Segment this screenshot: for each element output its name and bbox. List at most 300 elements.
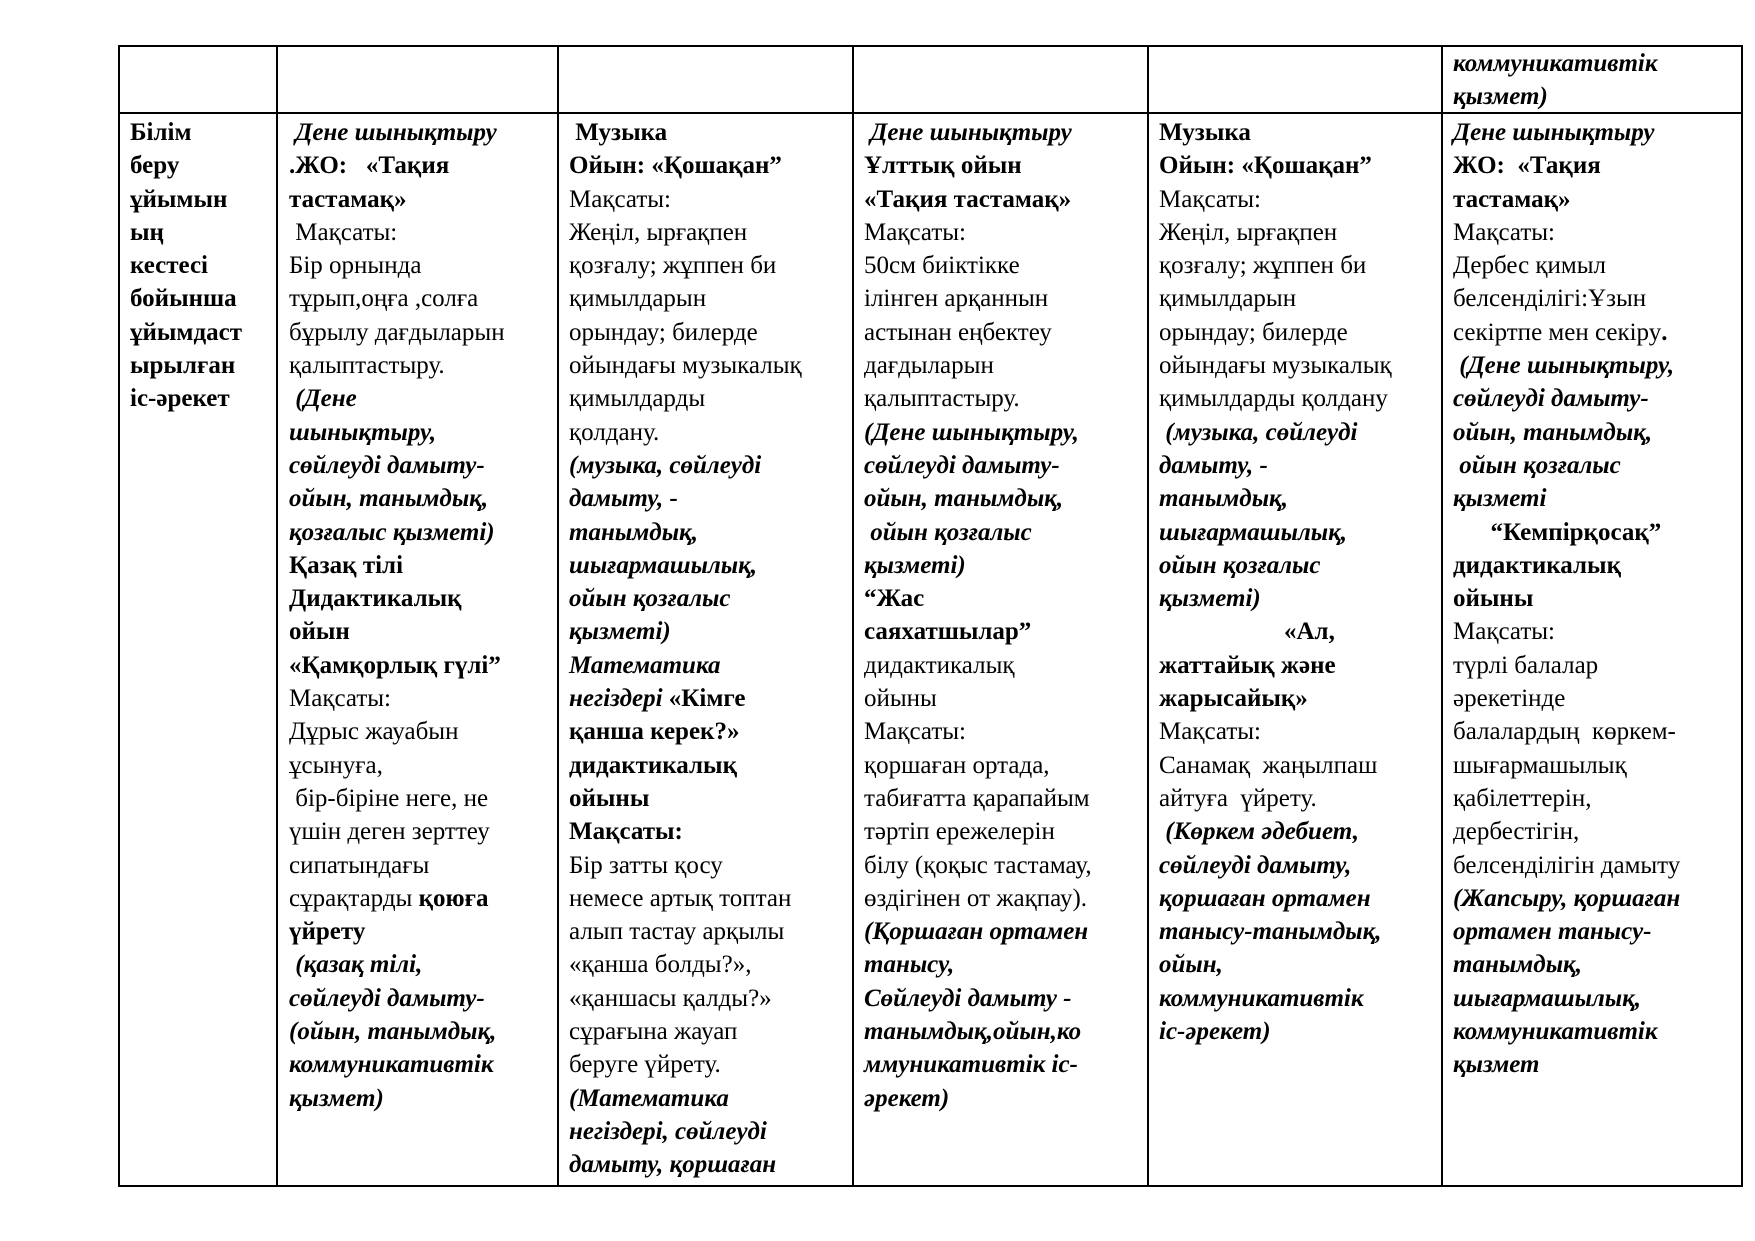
cell-text-line bbox=[569, 249, 850, 282]
cell-text-line bbox=[1453, 849, 1739, 882]
cell-text-run: орындау; билерде bbox=[569, 318, 758, 346]
cell-text-line bbox=[289, 449, 555, 482]
cell-text-run: ойын, танымдық, bbox=[864, 485, 1064, 513]
cell-text-run: дамыту, - bbox=[1159, 451, 1268, 479]
cell-text-run: іс-әрекет) bbox=[1159, 1018, 1271, 1046]
cell-text-line bbox=[569, 1015, 850, 1048]
cell-text-line bbox=[1453, 549, 1739, 582]
cell-text-run: Мақсаты: bbox=[289, 685, 391, 713]
cell-text-line bbox=[1453, 682, 1739, 715]
cell-text-run: түрлі балалар bbox=[1453, 651, 1599, 679]
cell-text-line bbox=[130, 282, 274, 315]
cell-text-line bbox=[864, 183, 1145, 216]
cell-text-line bbox=[1453, 282, 1739, 315]
cell-text-line bbox=[864, 416, 1145, 449]
cell-text-line bbox=[864, 749, 1145, 782]
cell-text-line bbox=[864, 782, 1145, 815]
cell-text-line bbox=[1453, 649, 1739, 682]
cell-text-line bbox=[569, 149, 850, 182]
cell-text-run: танымдық, bbox=[1159, 485, 1288, 513]
cell-text-run: ың bbox=[130, 218, 164, 246]
cell-text-run: балалардың көркем- bbox=[1453, 718, 1676, 746]
cell-text-run: Мақсаты: bbox=[1453, 618, 1555, 646]
cell-text-run: сөйлеуді дамыту- bbox=[289, 451, 485, 479]
cell-text-run: Мақсаты: bbox=[1159, 185, 1261, 213]
cell-text-run: тұрып,оңға ,солға bbox=[289, 285, 479, 313]
cell-text-run: қолдану. bbox=[569, 418, 660, 446]
cell-text-line bbox=[864, 582, 1145, 615]
cell-text-line bbox=[289, 249, 555, 282]
cell-text-run: (Математика bbox=[569, 1084, 729, 1112]
cell-text-line bbox=[569, 449, 850, 482]
cell-text-run: жарысайық» bbox=[1159, 685, 1308, 713]
row-header-cell bbox=[130, 116, 274, 416]
cell-text-line bbox=[569, 482, 850, 515]
cell-text-run: (Дене шынықтыру, bbox=[864, 418, 1079, 446]
cell-text-run: шығармашылық, bbox=[569, 551, 758, 579]
cell-text-run: сөйлеуді дамыту- bbox=[289, 984, 485, 1012]
cell-text-line bbox=[1453, 149, 1739, 182]
cell-text-run: ойын қозғалыс bbox=[569, 585, 731, 613]
cell-text-line bbox=[569, 849, 850, 882]
cell-text-line bbox=[569, 1115, 850, 1148]
cell-text-line bbox=[1453, 349, 1739, 382]
cell-text-line bbox=[569, 682, 850, 715]
cell-text-line bbox=[1159, 183, 1439, 216]
cell-text-run: 50см биіктікке bbox=[864, 252, 1020, 280]
cell-text-run: табиғатта қарапайым bbox=[864, 784, 1090, 812]
cell-text-run: қызметі) bbox=[1159, 585, 1261, 613]
cell-text-run: дидактикалық bbox=[569, 751, 737, 779]
cell-text-line bbox=[1453, 882, 1739, 915]
tuesday-activities-cell bbox=[569, 116, 850, 1182]
cell-text-run: астынан еңбектеу bbox=[864, 318, 1052, 346]
cell-text-line bbox=[1453, 749, 1739, 782]
cell-text-run: Санамақ жаңылпаш bbox=[1159, 751, 1378, 779]
cell-text-line bbox=[864, 482, 1145, 515]
cell-text-run: шығармашылық bbox=[1453, 751, 1627, 779]
cell-text-line bbox=[569, 615, 850, 648]
cell-text-line bbox=[864, 615, 1145, 648]
cell-text-run: сипатындағы bbox=[289, 851, 430, 879]
cell-text-line bbox=[569, 316, 850, 349]
cell-text-line bbox=[289, 416, 555, 449]
cell-text-run: (ойын, танымдық, bbox=[289, 1018, 497, 1046]
cell-text-line bbox=[289, 1082, 555, 1115]
cell-text-run: бұрылу дағдыларын bbox=[289, 318, 505, 346]
cell-text-line bbox=[289, 183, 555, 216]
cell-text-line bbox=[864, 549, 1145, 582]
cell-text-run: Ойын: «Қошақан” bbox=[1159, 152, 1372, 180]
cell-text-run: Мақсаты: bbox=[569, 818, 683, 846]
cell-text-run: Жеңіл, ырғақпен bbox=[569, 218, 748, 246]
cell-text-run: Дұрыс жауабын bbox=[289, 718, 459, 746]
cell-text-run: қозғалу; жұппен би bbox=[1159, 252, 1367, 280]
cell-text-run: қимылдарды bbox=[569, 385, 706, 413]
cell-text-run: Мақсаты: bbox=[569, 185, 671, 213]
table-border-left bbox=[118, 45, 120, 1187]
cell-text-line bbox=[130, 149, 274, 182]
cell-text-line bbox=[289, 549, 555, 582]
cell-text-line bbox=[1453, 982, 1739, 1015]
cell-text-line bbox=[1159, 216, 1439, 249]
cell-text-line bbox=[130, 382, 274, 415]
cell-text-run: белсенділігін дамыту bbox=[1453, 851, 1681, 879]
cell-text-line bbox=[289, 482, 555, 515]
cell-text-run: “Кемпірқосақ” bbox=[1453, 518, 1662, 546]
cell-text-line bbox=[1159, 382, 1439, 415]
cell-text-line bbox=[1453, 516, 1739, 549]
cell-text-line bbox=[1159, 849, 1439, 882]
cell-text-line bbox=[864, 849, 1145, 882]
cell-text-run: тастамақ» bbox=[289, 185, 407, 213]
cell-text-run: Ойын: «Қошақан” bbox=[569, 152, 782, 180]
cell-text-line bbox=[569, 948, 850, 981]
cell-text-run-bold: қоюға bbox=[418, 884, 489, 912]
cell-text-line bbox=[1453, 116, 1739, 149]
cell-text-line bbox=[1159, 249, 1439, 282]
cell-text-line bbox=[289, 516, 555, 549]
cell-text-line bbox=[1159, 516, 1439, 549]
cell-text-line bbox=[569, 982, 850, 1015]
cell-text-run: айтуға үйрету. bbox=[1159, 784, 1317, 812]
cell-text-run: қызметі) bbox=[864, 551, 966, 579]
cell-text-run: қызмет bbox=[1453, 1051, 1540, 1079]
cell-text-line bbox=[864, 282, 1145, 315]
cell-text-run: ойындағы музыкалық bbox=[1159, 352, 1392, 380]
cell-text-line bbox=[1159, 582, 1439, 615]
cell-text-line bbox=[864, 116, 1145, 149]
cell-text-run: беруге үйрету. bbox=[569, 1051, 721, 1079]
cell-text-line bbox=[289, 615, 555, 648]
cell-text-line bbox=[569, 915, 850, 948]
cell-text-run: ойыны bbox=[569, 784, 650, 812]
cell-text-line bbox=[1159, 915, 1439, 948]
cell-text-line bbox=[1159, 615, 1439, 648]
cell-text-line bbox=[569, 216, 850, 249]
cell-text-line bbox=[864, 382, 1145, 415]
cell-text-line bbox=[864, 316, 1145, 349]
cell-text-run: дамыту, қоршаған bbox=[569, 1151, 777, 1179]
cell-text-line bbox=[569, 815, 850, 848]
cell-text-line bbox=[569, 1082, 850, 1115]
cell-text-run: жаттайық және bbox=[1159, 651, 1336, 679]
cell-text-run: (Дене bbox=[289, 385, 357, 413]
thursday-activities-cell bbox=[1159, 116, 1439, 1048]
cell-text-line bbox=[289, 1015, 555, 1048]
cell-text-line bbox=[1159, 682, 1439, 715]
cell-text-run: қимылдарын bbox=[569, 285, 707, 313]
cell-text-line bbox=[289, 649, 555, 682]
cell-text-run: секіртпе мен секіру bbox=[1453, 318, 1662, 346]
cell-text-run: дидактикалық bbox=[1453, 551, 1621, 579]
cell-text-line bbox=[864, 149, 1145, 182]
cell-text-run: ілінген арқаннын bbox=[864, 285, 1049, 313]
cell-text-line bbox=[1453, 382, 1739, 415]
cell-text-line bbox=[569, 715, 850, 748]
cell-text-line bbox=[1159, 749, 1439, 782]
cell-text-line bbox=[130, 249, 274, 282]
cell-text-line bbox=[1159, 282, 1439, 315]
cell-text-line bbox=[1453, 416, 1739, 449]
wednesday-activities-cell bbox=[864, 116, 1145, 1115]
cell-text-line bbox=[569, 1048, 850, 1081]
cell-text-run: ұйымын bbox=[130, 185, 228, 213]
table-col-divider bbox=[557, 45, 559, 1187]
cell-text-line bbox=[1159, 416, 1439, 449]
top-row-col7-cell bbox=[1453, 47, 1739, 114]
cell-text-run: білу (қоқыс тастамау, bbox=[864, 851, 1092, 879]
cell-text-line bbox=[569, 516, 850, 549]
table-col-divider bbox=[852, 45, 854, 1187]
friday-activities-cell bbox=[1453, 116, 1739, 1082]
cell-text-run: танымдық,ойын,ко bbox=[864, 1018, 1082, 1046]
cell-text-run: негіздері bbox=[569, 685, 663, 713]
table-col-divider bbox=[1441, 45, 1443, 1187]
cell-text-run: шығармашылық, bbox=[1159, 518, 1348, 546]
cell-text-line bbox=[1453, 216, 1739, 249]
cell-text-line bbox=[289, 982, 555, 1015]
cell-text-run: қимылдарын bbox=[1159, 285, 1297, 313]
cell-text-line bbox=[1453, 80, 1739, 113]
cell-text-run: алып тастау арқылы bbox=[569, 918, 785, 946]
cell-text-run: қалыптастыру. bbox=[289, 352, 445, 380]
cell-text-line bbox=[1159, 948, 1439, 981]
cell-text-run: үшін деген зерттеу bbox=[289, 818, 490, 846]
cell-text-line bbox=[864, 1015, 1145, 1048]
cell-text-line bbox=[289, 782, 555, 815]
cell-text-run: қалыптастыру. bbox=[864, 385, 1020, 413]
cell-text-run: дамыту, - bbox=[569, 485, 678, 513]
cell-text-line bbox=[1159, 649, 1439, 682]
cell-text-run: ойын, bbox=[1159, 951, 1223, 979]
cell-text-run: қоршаған ортада, bbox=[864, 751, 1050, 779]
cell-text-run: Дербес қимыл bbox=[1453, 252, 1607, 280]
cell-text-run: қоршаған ортамен bbox=[1159, 884, 1371, 912]
cell-text-run: бір-біріне неге, не bbox=[289, 784, 489, 812]
cell-text-line bbox=[864, 715, 1145, 748]
cell-text-run: дербестігін, bbox=[1453, 818, 1580, 846]
cell-text-line bbox=[1159, 449, 1439, 482]
cell-text-run-bold: «Кімге bbox=[662, 685, 746, 713]
cell-text-line bbox=[1453, 316, 1739, 349]
cell-text-run: коммуникативтік bbox=[1453, 1018, 1658, 1046]
cell-text-run: үйрету bbox=[289, 918, 366, 946]
cell-text-run: Қазақ тілі bbox=[289, 551, 404, 579]
cell-text-run: қозғалыс қызметі) bbox=[289, 518, 495, 546]
cell-text-line bbox=[289, 316, 555, 349]
cell-text-line bbox=[1453, 1015, 1739, 1048]
cell-text-run: ортамен танысу- bbox=[1453, 918, 1652, 946]
cell-text-run: ырылған bbox=[130, 352, 236, 380]
cell-text-line bbox=[864, 682, 1145, 715]
cell-text-run: тәртіп ережелерін bbox=[864, 818, 1055, 846]
cell-text-run: дидактикалық bbox=[864, 651, 1015, 679]
cell-text-line bbox=[569, 649, 850, 682]
cell-text-run: танымдық, bbox=[1453, 951, 1582, 979]
cell-text-run: негіздері, сөйлеуді bbox=[569, 1117, 767, 1145]
cell-text-run-bold: . bbox=[1661, 318, 1668, 346]
cell-text-run: ойындағы музыкалық bbox=[569, 352, 802, 380]
cell-text-run: .ЖО: «Тақия bbox=[289, 152, 450, 180]
cell-text-run: Жеңіл, ырғақпен bbox=[1159, 218, 1338, 246]
cell-text-run: қанша керек?» bbox=[569, 718, 740, 746]
cell-text-run: ұсынуға, bbox=[289, 751, 383, 779]
cell-text-line bbox=[1453, 782, 1739, 815]
cell-text-line bbox=[1453, 915, 1739, 948]
cell-text-run: Мақсаты: bbox=[864, 718, 966, 746]
cell-text-run: Мақсаты: bbox=[1453, 218, 1555, 246]
cell-text-run: «қанша болды?», bbox=[569, 951, 752, 979]
cell-text-run: (музыка, сөйлеуді bbox=[1159, 418, 1358, 446]
cell-text-line bbox=[569, 282, 850, 315]
cell-text-line bbox=[864, 449, 1145, 482]
cell-text-line bbox=[864, 649, 1145, 682]
cell-text-run: қызмет) bbox=[1453, 83, 1548, 111]
cell-text-line bbox=[1453, 615, 1739, 648]
cell-text-run: Дене шынықтыру bbox=[864, 119, 1072, 146]
cell-text-run: сұрағына жауап bbox=[569, 1018, 738, 1046]
cell-text-run: қызмет) bbox=[289, 1084, 384, 1112]
cell-text-run: (Жапсыру, қоршаған bbox=[1453, 884, 1681, 912]
cell-text-line bbox=[569, 582, 850, 615]
cell-text-run: коммуникативтік bbox=[1159, 984, 1364, 1012]
cell-text-line bbox=[864, 216, 1145, 249]
cell-text-line bbox=[1159, 815, 1439, 848]
cell-text-run: Мақсаты: bbox=[1159, 718, 1261, 746]
cell-text-line bbox=[289, 749, 555, 782]
cell-text-line bbox=[289, 682, 555, 715]
cell-text-run: ұйымдаст bbox=[130, 318, 242, 346]
cell-text-run: сұрақтарды bbox=[289, 884, 419, 912]
cell-text-run: ойын, танымдық, bbox=[289, 485, 489, 513]
cell-text-run: Мақсаты: bbox=[864, 218, 966, 246]
cell-text-run: «қаншасы қалды?» bbox=[569, 984, 772, 1012]
cell-text-run: (Көркем әдебиет, bbox=[1159, 818, 1360, 846]
cell-text-line bbox=[130, 216, 274, 249]
cell-text-line bbox=[1453, 183, 1739, 216]
cell-text-line bbox=[1159, 1015, 1439, 1048]
cell-text-line bbox=[1159, 549, 1439, 582]
cell-text-line bbox=[569, 116, 850, 149]
cell-text-line bbox=[289, 882, 555, 915]
cell-text-line bbox=[289, 349, 555, 382]
cell-text-line bbox=[569, 549, 850, 582]
cell-text-run: кестесі bbox=[130, 252, 209, 280]
cell-text-line bbox=[1453, 948, 1739, 981]
cell-text-line bbox=[569, 1148, 850, 1181]
cell-text-run: коммуникативтік bbox=[1453, 50, 1658, 77]
cell-text-line bbox=[289, 382, 555, 415]
cell-text-run: (музыка, сөйлеуді bbox=[569, 451, 762, 479]
cell-text-run: ЖО: «Тақия bbox=[1453, 152, 1601, 180]
cell-text-run: бойынша bbox=[130, 285, 237, 313]
cell-text-line bbox=[289, 815, 555, 848]
cell-text-run: саяхатшылар” bbox=[864, 618, 1032, 646]
cell-text-run: белсенділігі:Ұзын bbox=[1453, 285, 1647, 313]
cell-text-line bbox=[289, 582, 555, 615]
cell-text-run: сөйлеуді дамыту, bbox=[1159, 851, 1352, 879]
cell-text-run: танысу-танымдық, bbox=[1159, 918, 1382, 946]
cell-text-line bbox=[1453, 1048, 1739, 1081]
cell-text-run: Ұлттық ойын bbox=[864, 152, 1022, 180]
cell-text-run: Дене шынықтыру bbox=[1453, 119, 1655, 146]
cell-text-line bbox=[130, 349, 274, 382]
cell-text-line bbox=[569, 183, 850, 216]
cell-text-run: ммуникативтік іс- bbox=[864, 1051, 1078, 1079]
cell-text-run: ойын қозғалыс bbox=[1159, 551, 1321, 579]
cell-text-run: “Жас bbox=[864, 585, 925, 613]
cell-text-run: Мақсаты: bbox=[289, 218, 398, 246]
cell-text-line bbox=[1159, 349, 1439, 382]
cell-text-run: ойыны bbox=[864, 685, 937, 713]
cell-text-line bbox=[289, 849, 555, 882]
table-border-right bbox=[1741, 45, 1743, 1187]
cell-text-line bbox=[1453, 815, 1739, 848]
cell-text-run: Музыка bbox=[569, 119, 668, 146]
cell-text-run: Музыка bbox=[1159, 119, 1251, 146]
cell-text-line bbox=[1159, 482, 1439, 515]
cell-text-run: қимылдарды қолдану bbox=[1159, 385, 1388, 413]
cell-text-run: ойын, танымдық, bbox=[1453, 418, 1653, 446]
cell-text-run: сөйлеуді дамыту- bbox=[864, 451, 1060, 479]
cell-text-line bbox=[130, 183, 274, 216]
cell-text-run: қозғалу; жұппен би bbox=[569, 252, 777, 280]
table-col-divider bbox=[1147, 45, 1149, 1187]
cell-text-line bbox=[1159, 316, 1439, 349]
cell-text-run: Дене шынықтыру bbox=[289, 119, 497, 146]
cell-text-line bbox=[1159, 882, 1439, 915]
cell-text-run: іс-әрекет bbox=[130, 385, 230, 413]
cell-text-line bbox=[289, 715, 555, 748]
cell-text-line bbox=[1453, 47, 1739, 80]
cell-text-line bbox=[1159, 116, 1439, 149]
cell-text-run: Бір орнында bbox=[289, 252, 422, 280]
monday-activities-cell bbox=[289, 116, 555, 1115]
cell-text-line bbox=[864, 815, 1145, 848]
cell-text-run: шынықтыру, bbox=[289, 418, 437, 446]
cell-text-run: Математика bbox=[569, 651, 721, 679]
cell-text-run: коммуникативтік bbox=[289, 1051, 494, 1079]
cell-text-line bbox=[569, 416, 850, 449]
cell-text-run: сөйлеуді дамыту- bbox=[1453, 385, 1649, 413]
cell-text-run: Дидактикалық bbox=[289, 585, 462, 613]
cell-text-line bbox=[1453, 449, 1739, 482]
cell-text-run: Сөйлеуді дамыту - bbox=[864, 984, 1072, 1012]
cell-text-line bbox=[864, 915, 1145, 948]
cell-text-line bbox=[1159, 782, 1439, 815]
cell-text-run: дағдыларын bbox=[864, 352, 994, 380]
cell-text-run: (қазақ тілі, bbox=[289, 951, 423, 979]
cell-text-run: ойын қозғалыс bbox=[864, 518, 1032, 546]
cell-text-line bbox=[1453, 715, 1739, 748]
cell-text-line bbox=[289, 915, 555, 948]
cell-text-line bbox=[130, 316, 274, 349]
cell-text-run: ойын bbox=[289, 618, 350, 646]
cell-text-line bbox=[1453, 582, 1739, 615]
cell-text-run: танысу, bbox=[864, 951, 955, 979]
cell-text-line bbox=[864, 982, 1145, 1015]
cell-text-line bbox=[569, 349, 850, 382]
table-border-bottom bbox=[118, 1185, 1743, 1187]
cell-text-line bbox=[1159, 149, 1439, 182]
cell-text-line bbox=[289, 116, 555, 149]
cell-text-line bbox=[289, 216, 555, 249]
cell-text-line bbox=[289, 282, 555, 315]
cell-text-line bbox=[864, 948, 1145, 981]
cell-text-run: немесе артық топтан bbox=[569, 884, 792, 912]
cell-text-run: Бір затты қосу bbox=[569, 851, 723, 879]
